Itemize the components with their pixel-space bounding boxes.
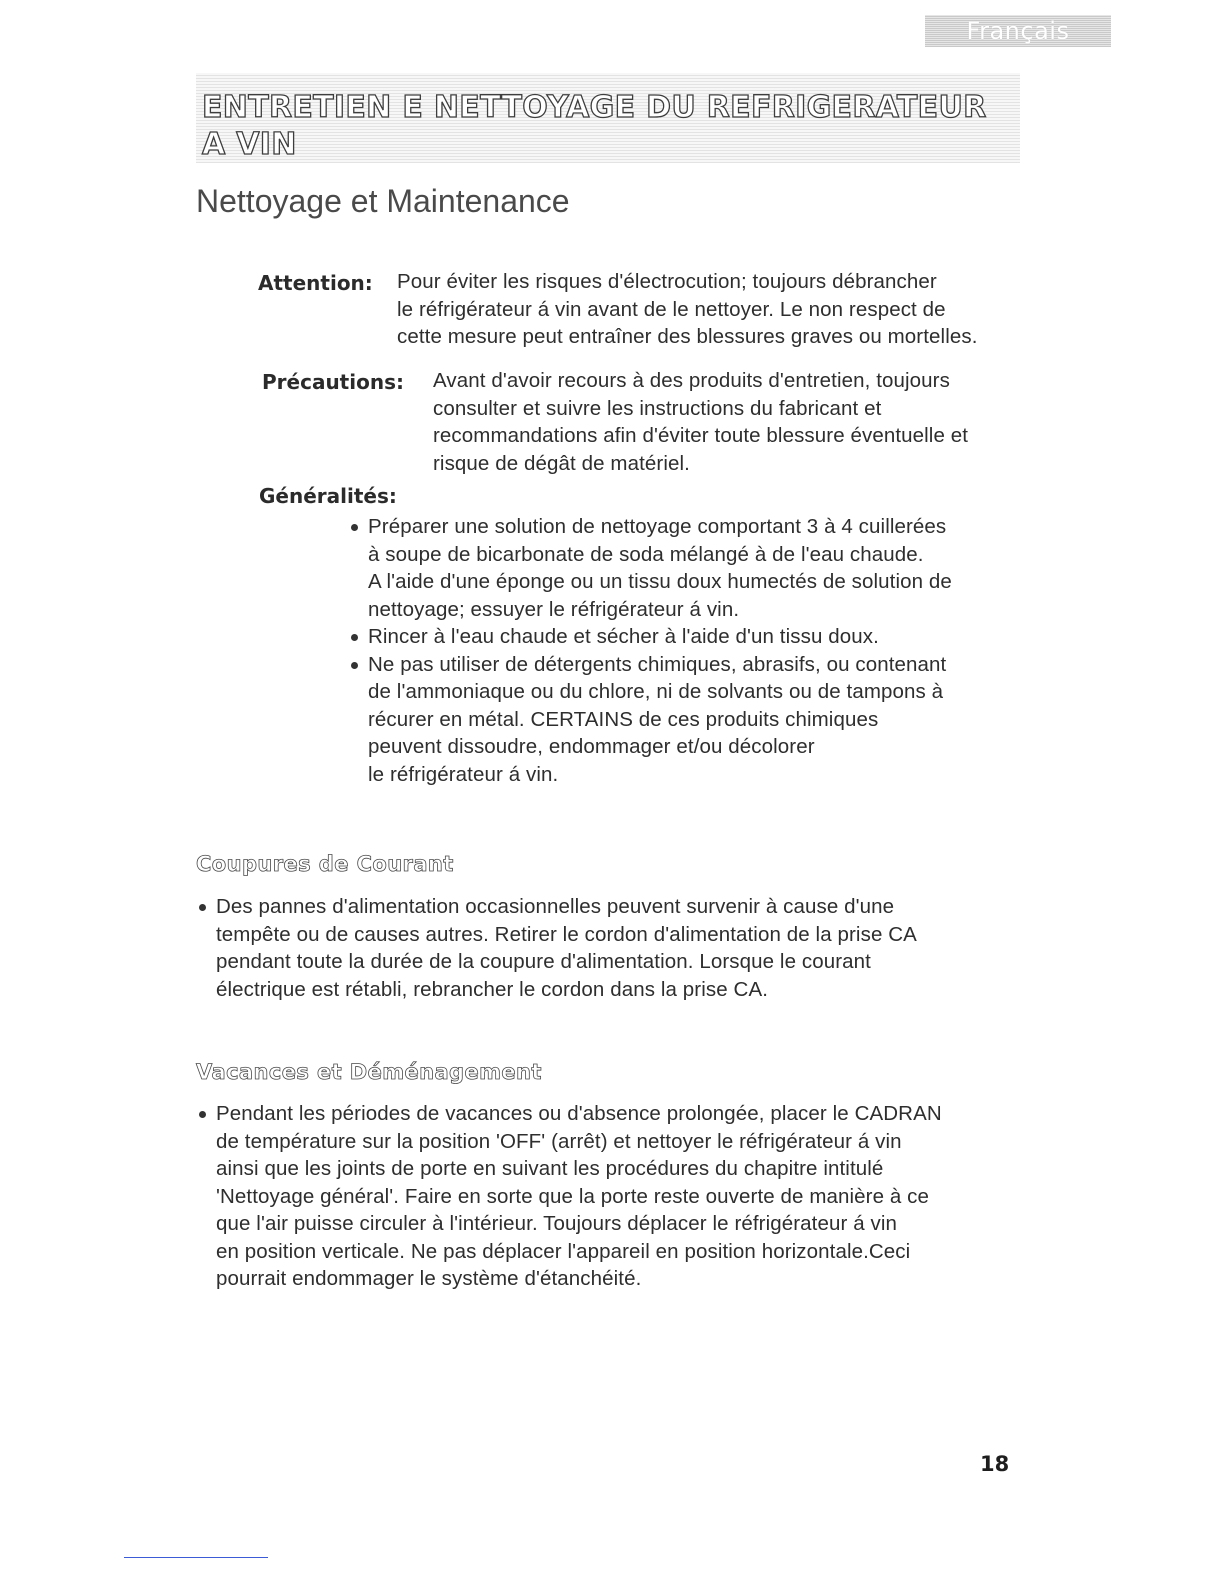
bullet-dot-icon: [351, 634, 358, 641]
list-item-line: le réfrigérateur á vin.: [368, 762, 559, 786]
list-item-line: en position verticale. Ne pas déplacer l'appareil en position horizontale.Ceci: [216, 1239, 911, 1263]
title-line-2: A VIN: [202, 127, 297, 162]
list-item-line: Préparer une solution de nettoyage comportant 3 à 4 cuillerées: [368, 515, 947, 538]
list-item-line: ainsi que les joints de porte en suivant les procédures du chapitre intitulé: [216, 1157, 884, 1180]
list-item: [216, 1100, 942, 1293]
coupures-list: [216, 893, 917, 1003]
page-title: [202, 89, 1022, 163]
attention-label: Attention:: [258, 271, 373, 295]
list-item-line: tempête ou de causes autres. Retirer le cordon d'alimentation de la prise CA: [216, 922, 917, 946]
list-item-line: récurer en métal. CERTAINS de ces produits chimiques: [368, 707, 879, 731]
list-item-line: pendant toute la durée de la coupure d'alimentation. Lorsque le courant: [216, 950, 871, 973]
list-item: [368, 623, 952, 651]
vacances-heading: Vacances et Déménagement: [196, 1060, 542, 1084]
precautions-line: Avant d'avoir recours à des produits d'entretien, toujours: [433, 369, 950, 392]
list-item-line: électrique est rétabli, rebrancher le cordon dans la prise CA.: [216, 977, 769, 1001]
list-item-line: 'Nettoyage général'. Faire en sorte que la porte reste ouverte de manière à ce: [216, 1184, 930, 1208]
bullet-dot-icon: [199, 904, 206, 911]
vacances-list: [216, 1100, 942, 1293]
precautions-line: risque de dégât de matériel.: [433, 451, 690, 475]
coupures-heading: Coupures de Courant: [196, 852, 454, 876]
list-item-line: Ne pas utiliser de détergents chimiques, abrasifs, ou contenant: [368, 652, 947, 676]
bullet-dot-icon: [199, 1111, 206, 1118]
list-item-line: A l'aide d'une éponge ou un tissu doux humectés de solution de: [368, 570, 952, 593]
attention-line: Pour éviter les risques d'électrocution; toujours débrancher: [397, 270, 937, 293]
list-item-line: à soupe de bicarbonate de soda mélangé à de l'eau chaude.: [368, 542, 924, 566]
precautions-label: Précautions:: [262, 370, 404, 394]
title-line-1: ENTRETIEN E NETTOYAGE DU REFRIGERATEUR: [202, 90, 987, 125]
list-item-line: Pendant les périodes de vacances ou d'absence prolongée, placer le CADRAN: [216, 1102, 942, 1125]
attention-text: [397, 268, 978, 351]
section-subtitle: Nettoyage et Maintenance: [196, 183, 570, 219]
precautions-line: consulter et suivre les instructions du fabricant et: [433, 396, 882, 420]
page-number: 18: [980, 1452, 1010, 1476]
footer-divider: [124, 1557, 268, 1558]
attention-line: le réfrigérateur á vin avant de le nettoyer. Le non respect de: [397, 297, 946, 321]
generalites-list: [368, 513, 952, 788]
list-item-line: de température sur la position 'OFF' (arrêt) et nettoyer le réfrigérateur á vin: [216, 1129, 902, 1153]
list-item-line: nettoyage; essuyer le réfrigérateur á vin.: [368, 597, 740, 621]
bullet-dot-icon: [351, 524, 358, 531]
list-item: [368, 651, 952, 789]
precautions-line: recommandations afin d'éviter toute blessure éventuelle et: [433, 424, 969, 447]
list-item-line: que l'air puisse circuler à l'intérieur. Toujours déplacer le réfrigérateur á vin: [216, 1212, 897, 1235]
list-item-line: peuvent dissoudre, endommager et/ou décolorer: [368, 735, 815, 758]
precautions-text: [433, 367, 968, 477]
list-item-line: de l'ammoniaque ou du chlore, ni de solvants ou de tampons à: [368, 680, 944, 703]
list-item: [216, 893, 917, 1003]
list-item-line: Des pannes d'alimentation occasionnelles peuvent survenir à cause d'une: [216, 895, 895, 918]
language-tab: Français: [925, 15, 1111, 47]
bullet-dot-icon: [351, 662, 358, 669]
list-item-line: Rincer à l'eau chaude et sécher à l'aide d'un tissu doux.: [368, 625, 879, 648]
attention-line: cette mesure peut entraîner des blessures graves ou mortelles.: [397, 325, 978, 348]
list-item-line: pourrait endommager le système d'étanchéité.: [216, 1267, 642, 1290]
list-item: [368, 513, 952, 623]
generalites-label: Généralités:: [259, 484, 397, 508]
